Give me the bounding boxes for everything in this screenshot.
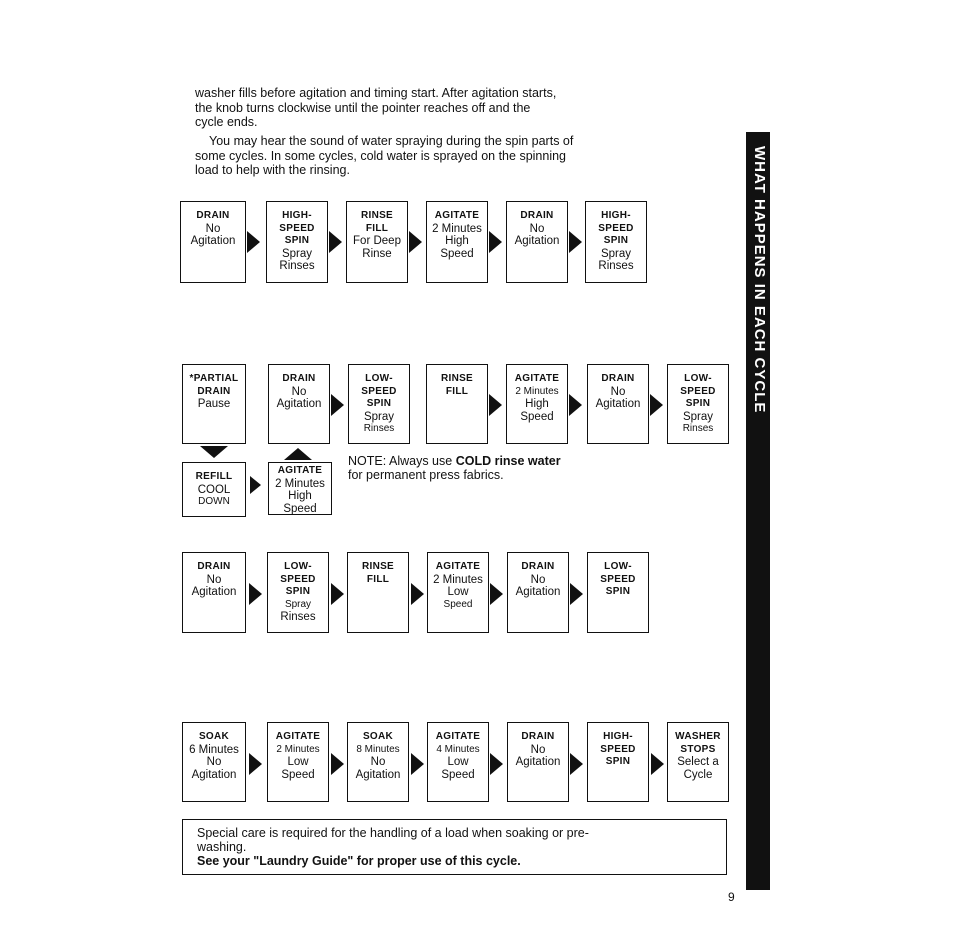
step-drain [507, 722, 569, 802]
step-text: 2 Minutes [432, 222, 482, 235]
arrow-right-icon [249, 753, 262, 775]
step-text: Rinses [598, 260, 634, 272]
step-text: Cycle [683, 768, 713, 781]
arrow-right-icon [569, 231, 582, 253]
step-title: AGITATE [435, 561, 481, 572]
step-title: AGITATE [434, 210, 480, 221]
step-drain [182, 552, 246, 633]
step-text: High [525, 398, 549, 410]
step-text: Speed [283, 502, 317, 515]
step-text: Agitation [191, 768, 237, 781]
arrow-right-icon [331, 583, 344, 605]
arrow-right-icon [409, 231, 422, 253]
step-drain [587, 364, 649, 444]
step-title: LOW- [365, 373, 393, 384]
step-title: SPEED [600, 743, 636, 755]
step-title: HIGH- [603, 731, 633, 742]
step-title: DRAIN [282, 373, 316, 384]
step-text: Rinses [363, 423, 395, 434]
step-title: LOW- [284, 561, 312, 572]
step-title: AGITATE [435, 731, 481, 742]
step-text: Select a [677, 756, 719, 768]
step-title: SPEED [600, 573, 636, 585]
step-text: Spray [682, 410, 714, 423]
step-text: Speed [441, 768, 475, 781]
step-high-speed-spin [266, 201, 328, 283]
step-soak [347, 722, 409, 802]
arrow-right-icon [490, 583, 503, 605]
step-agitate [426, 201, 488, 283]
step-title: DRAIN [601, 373, 635, 384]
step-text: Spray [284, 598, 312, 610]
step-high-speed-spin [585, 201, 647, 283]
step-title: FILL [365, 222, 389, 234]
step-title: SPEED [680, 385, 716, 397]
step-title: SPIN [285, 586, 311, 597]
intro-line: the knob turns clockwise until the pointer reaches off and the [195, 100, 531, 115]
note-line-2: for permanent press fabrics. [348, 468, 504, 482]
step-agitate [267, 722, 329, 802]
step-title: SPEED [280, 573, 316, 585]
step-title: SPIN [605, 586, 631, 597]
step-low-speed-spin [587, 552, 649, 633]
step-title: AGITATE [275, 731, 321, 742]
step-text: High [445, 235, 469, 247]
step-title: DRAIN [197, 385, 231, 397]
arrow-right-icon [331, 394, 344, 416]
step-text: 4 Minutes [436, 743, 480, 755]
step-title: DRAIN [520, 210, 554, 221]
note-prefix: NOTE: Always use [348, 454, 456, 468]
intro-line: some cycles. In some cycles, cold water is sprayed on the spinning [195, 148, 567, 163]
step-text: No [610, 385, 626, 398]
step-agitate [427, 722, 489, 802]
step-title: SPEED [279, 222, 315, 234]
step-low-speed-spin [348, 364, 410, 444]
step-text: Agitation [190, 235, 236, 247]
step-text: COOL [197, 483, 231, 496]
step-title: SPIN [603, 235, 629, 246]
arrow-right-icon [249, 583, 262, 605]
arrow-right-icon [247, 231, 260, 253]
intro-paragraph-2 [195, 134, 665, 178]
step-text: 2 Minutes [515, 385, 559, 397]
arrow-right-icon [570, 753, 583, 775]
step-text: 2 Minutes [276, 743, 320, 755]
step-text: Rinses [279, 260, 315, 272]
step-text: Agitation [191, 586, 237, 598]
step-title: SPIN [605, 756, 631, 767]
arrow-right-icon [489, 394, 502, 416]
step-title: DRAIN [521, 561, 555, 572]
step-text: For Deep [353, 235, 401, 247]
intro-line: You may hear the sound of water spraying during the spin parts of [209, 134, 574, 148]
arrow-right-icon [570, 583, 583, 605]
arrow-right-icon [569, 394, 582, 416]
step-title: SOAK [198, 731, 230, 742]
intro-paragraph-1 [195, 86, 665, 130]
step-text: No [530, 743, 546, 756]
step-low-speed-spin [267, 552, 329, 633]
step-title: AGITATE [514, 373, 560, 384]
step-text: High [288, 490, 312, 502]
step-title: SOAK [362, 731, 394, 742]
step-text: No [530, 573, 546, 586]
step-text: Low [447, 586, 469, 598]
special-care-notice [182, 819, 727, 875]
step-text: No [206, 573, 222, 586]
step-title: SPIN [685, 398, 711, 409]
step-title: HIGH- [282, 210, 312, 221]
step-title: RINSE [361, 561, 395, 572]
step-rinse-fill [426, 364, 488, 444]
step-title: DRAIN [197, 561, 231, 572]
step-washer-stops [667, 722, 729, 802]
step-text: Spray [363, 410, 395, 423]
step-text: Low [287, 756, 309, 768]
note-bold: COLD rinse water [455, 454, 561, 468]
step-text: No [529, 222, 545, 235]
step-title: SPEED [361, 385, 397, 397]
step-text: Rinses [682, 423, 714, 434]
step-title: REFILL [195, 471, 233, 482]
step-drain [507, 552, 569, 633]
step-text: Rinse [362, 247, 392, 260]
step-text: Agitation [595, 398, 641, 410]
step-text: No [206, 756, 222, 768]
step-text: 8 Minutes [356, 743, 400, 755]
step-text: Agitation [276, 398, 322, 410]
arrow-right-icon [411, 753, 424, 775]
step-text: DOWN [198, 496, 230, 507]
step-text: Speed [281, 768, 315, 781]
step-title: *PARTIAL [189, 373, 239, 384]
arrow-right-icon [489, 231, 502, 253]
step-title: LOW- [684, 373, 712, 384]
step-partial-drain [182, 364, 246, 444]
step-rinse-fill [347, 552, 409, 633]
step-drain [268, 364, 330, 444]
notice-line-1: Special care is required for the handling of a load when soaking or pre- [197, 826, 589, 840]
step-text: Spray [600, 247, 632, 260]
step-text: 2 Minutes [433, 573, 483, 586]
step-title: DRAIN [521, 731, 555, 742]
step-text: No [370, 756, 386, 768]
notice-line-2: washing. [197, 840, 247, 854]
note-text [348, 454, 561, 482]
step-title: AGITATE [277, 465, 323, 476]
step-refill-cool-down [182, 462, 246, 517]
arrow-down-icon [200, 446, 228, 458]
step-text: Agitation [515, 756, 561, 768]
arrow-right-icon [331, 753, 344, 775]
step-rinse-fill [346, 201, 408, 283]
step-title: FILL [366, 573, 390, 585]
step-title: DRAIN [196, 210, 230, 221]
step-title: HIGH- [601, 210, 631, 221]
intro-line: cycle ends. [195, 115, 258, 129]
step-low-speed-spin [667, 364, 729, 444]
step-drain [506, 201, 568, 283]
step-title: WASHER [675, 731, 721, 742]
step-title: SPIN [284, 235, 310, 246]
arrow-right-icon [650, 394, 663, 416]
step-title: RINSE [360, 210, 394, 221]
page-number: 9 [728, 890, 735, 904]
step-text: Agitation [514, 235, 560, 247]
step-soak [182, 722, 246, 802]
sidebar-title: WHAT HAPPENS IN EACH CYCLE [751, 146, 768, 414]
step-text: Pause [197, 398, 231, 410]
step-text: Spray [281, 247, 313, 260]
step-title: SPIN [366, 398, 392, 409]
step-text: 2 Minutes [275, 477, 325, 490]
arrow-up-icon [284, 448, 312, 460]
step-title: LOW- [604, 561, 632, 572]
step-text: Agitation [355, 768, 401, 781]
step-text: No [205, 222, 221, 235]
step-text: Low [447, 756, 469, 768]
intro-line: washer fills before agitation and timing start. After agitation starts, [195, 86, 557, 100]
step-agitate [427, 552, 489, 633]
step-high-speed-spin [587, 722, 649, 802]
step-title: RINSE [440, 373, 474, 384]
step-text: Speed [520, 410, 554, 423]
step-agitate [506, 364, 568, 444]
step-text: No [291, 385, 307, 398]
notice-line-3: See your "Laundry Guide" for proper use of this cycle. [197, 854, 521, 868]
arrow-right-icon [329, 231, 342, 253]
step-text: Speed [443, 598, 473, 610]
step-title: SPEED [598, 222, 634, 234]
intro-line: load to help with the rinsing. [195, 163, 350, 177]
arrow-right-icon [411, 583, 424, 605]
step-drain [180, 201, 246, 283]
step-text: 6 Minutes [189, 743, 239, 756]
step-title: FILL [445, 385, 469, 397]
arrow-right-icon [250, 476, 261, 494]
step-text: Speed [440, 247, 474, 260]
arrow-right-icon [651, 753, 664, 775]
step-text: Agitation [515, 586, 561, 598]
step-text: Rinses [280, 611, 316, 623]
step-title: STOPS [680, 743, 716, 755]
step-agitate [268, 462, 332, 515]
arrow-right-icon [490, 753, 503, 775]
